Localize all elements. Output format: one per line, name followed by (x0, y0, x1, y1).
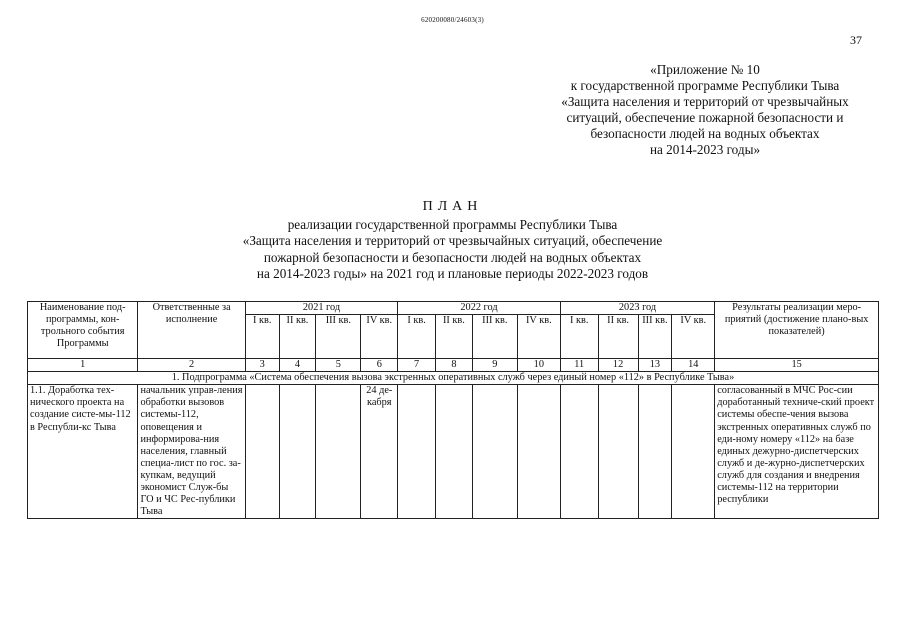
cell-2022-q1 (398, 385, 436, 519)
header-name: Наименование под-программы, кон-трольного события Программы (28, 302, 138, 359)
header-quarter: IV кв. (672, 315, 715, 359)
column-number: 9 (472, 359, 517, 372)
event-result: согласованный в МЧС Рос-сии доработанный техниче-ский проект системы обеспе-чения вызова экстренных оперативных служб по еди-ному номеру «112» на базе единых дежурно-диспетчерских служб и де-журно-диспетчерских служб для создания и внедрения системы-112 на территории республики (715, 385, 879, 519)
header-quarter: III кв. (472, 315, 517, 359)
appendix-line: к государственной программе Республики Тыва (570, 78, 840, 93)
cell-2022-q2 (436, 385, 473, 519)
header-row-years (28, 302, 879, 315)
appendix-line: «Приложение № 10 (650, 62, 760, 77)
header-quarter: IV кв. (517, 315, 560, 359)
plan-subtitle (0, 217, 905, 282)
page-number: 37 (850, 33, 862, 47)
document-id: 620200080/24603(3) (421, 16, 484, 24)
table-row (28, 385, 879, 519)
header-quarter: II кв. (436, 315, 473, 359)
header-year: 2021 год (245, 302, 397, 315)
header-quarter: III кв. (316, 315, 361, 359)
column-number: 6 (361, 359, 398, 372)
column-number: 12 (598, 359, 638, 372)
header-quarter: I кв. (560, 315, 598, 359)
plan-subtitle-line: пожарной безопасности и безопасности людей на водных объектах (263, 249, 642, 265)
appendix-header (520, 62, 890, 158)
column-number: 14 (672, 359, 715, 372)
column-number: 11 (560, 359, 598, 372)
appendix-line: на 2014-2023 годы» (649, 142, 761, 157)
header-quarter: I кв. (398, 315, 436, 359)
event-responsible: начальник управ-ления обработки вызовов системы-112, оповещения и информирова-ния населения, главный специа-лист по гос. за-купкам, ведущий экономист Служ-бы ГО и ЧС Рес-публики Тыва (138, 385, 245, 519)
column-number: 7 (398, 359, 436, 372)
header-results: Результаты реализации меро-приятий (достижение плано-вых показателей) (715, 302, 879, 359)
column-number: 2 (138, 359, 245, 372)
cell-2021-q1 (245, 385, 279, 519)
cell-2021-q4-date: 24 де-кабря (361, 385, 398, 519)
plan-subtitle-line: на 2014-2023 годы» на 2021 год и плановые периоды 2022-2023 годов (256, 265, 649, 281)
header-year: 2022 год (398, 302, 561, 315)
cell-2023-q1 (560, 385, 598, 519)
header-quarter: II кв. (598, 315, 638, 359)
column-number-row (28, 359, 879, 372)
column-number: 15 (715, 359, 879, 372)
appendix-line: безопасности людей на водных объектах (590, 126, 820, 141)
cell-2023-q2 (598, 385, 638, 519)
cell-2023-q4 (672, 385, 715, 519)
plan-table (27, 301, 879, 519)
column-number: 4 (279, 359, 316, 372)
column-number: 5 (316, 359, 361, 372)
section-row (28, 372, 879, 385)
column-number: 3 (245, 359, 279, 372)
column-number: 1 (28, 359, 138, 372)
header-quarter: IV кв. (361, 315, 398, 359)
event-name: 1.1. Доработка тех-нического проекта на создание систе-мы-112 в Республи-кс Тыва (28, 385, 138, 519)
cell-2022-q3 (472, 385, 517, 519)
header-quarter: I кв. (245, 315, 279, 359)
cell-2021-q2 (279, 385, 316, 519)
header-year: 2023 год (560, 302, 714, 315)
header-quarter: III кв. (638, 315, 672, 359)
plan-subtitle-line: «Защита населения и территорий от чрезвычайных ситуаций, обеспечение (242, 233, 663, 249)
cell-2023-q3 (638, 385, 672, 519)
header-responsible: Ответственные за исполнение (138, 302, 245, 359)
plan-subtitle-line: реализации государственной программы Республики Тыва (287, 217, 618, 232)
column-number: 10 (517, 359, 560, 372)
column-number: 13 (638, 359, 672, 372)
plan-title: ПЛАН (422, 199, 483, 214)
cell-2021-q3 (316, 385, 361, 519)
appendix-line: ситуаций, обеспечение пожарной безопасности и (566, 110, 844, 125)
appendix-line: «Защита населения и территорий от чрезвычайных (561, 94, 849, 109)
column-number: 8 (436, 359, 473, 372)
section-title: 1. Подпрограмма «Система обеспечения вызова экстренных оперативных служб через единый номер «112» в Республике Тыва» (28, 372, 879, 385)
header-quarter: II кв. (279, 315, 316, 359)
cell-2022-q4 (517, 385, 560, 519)
